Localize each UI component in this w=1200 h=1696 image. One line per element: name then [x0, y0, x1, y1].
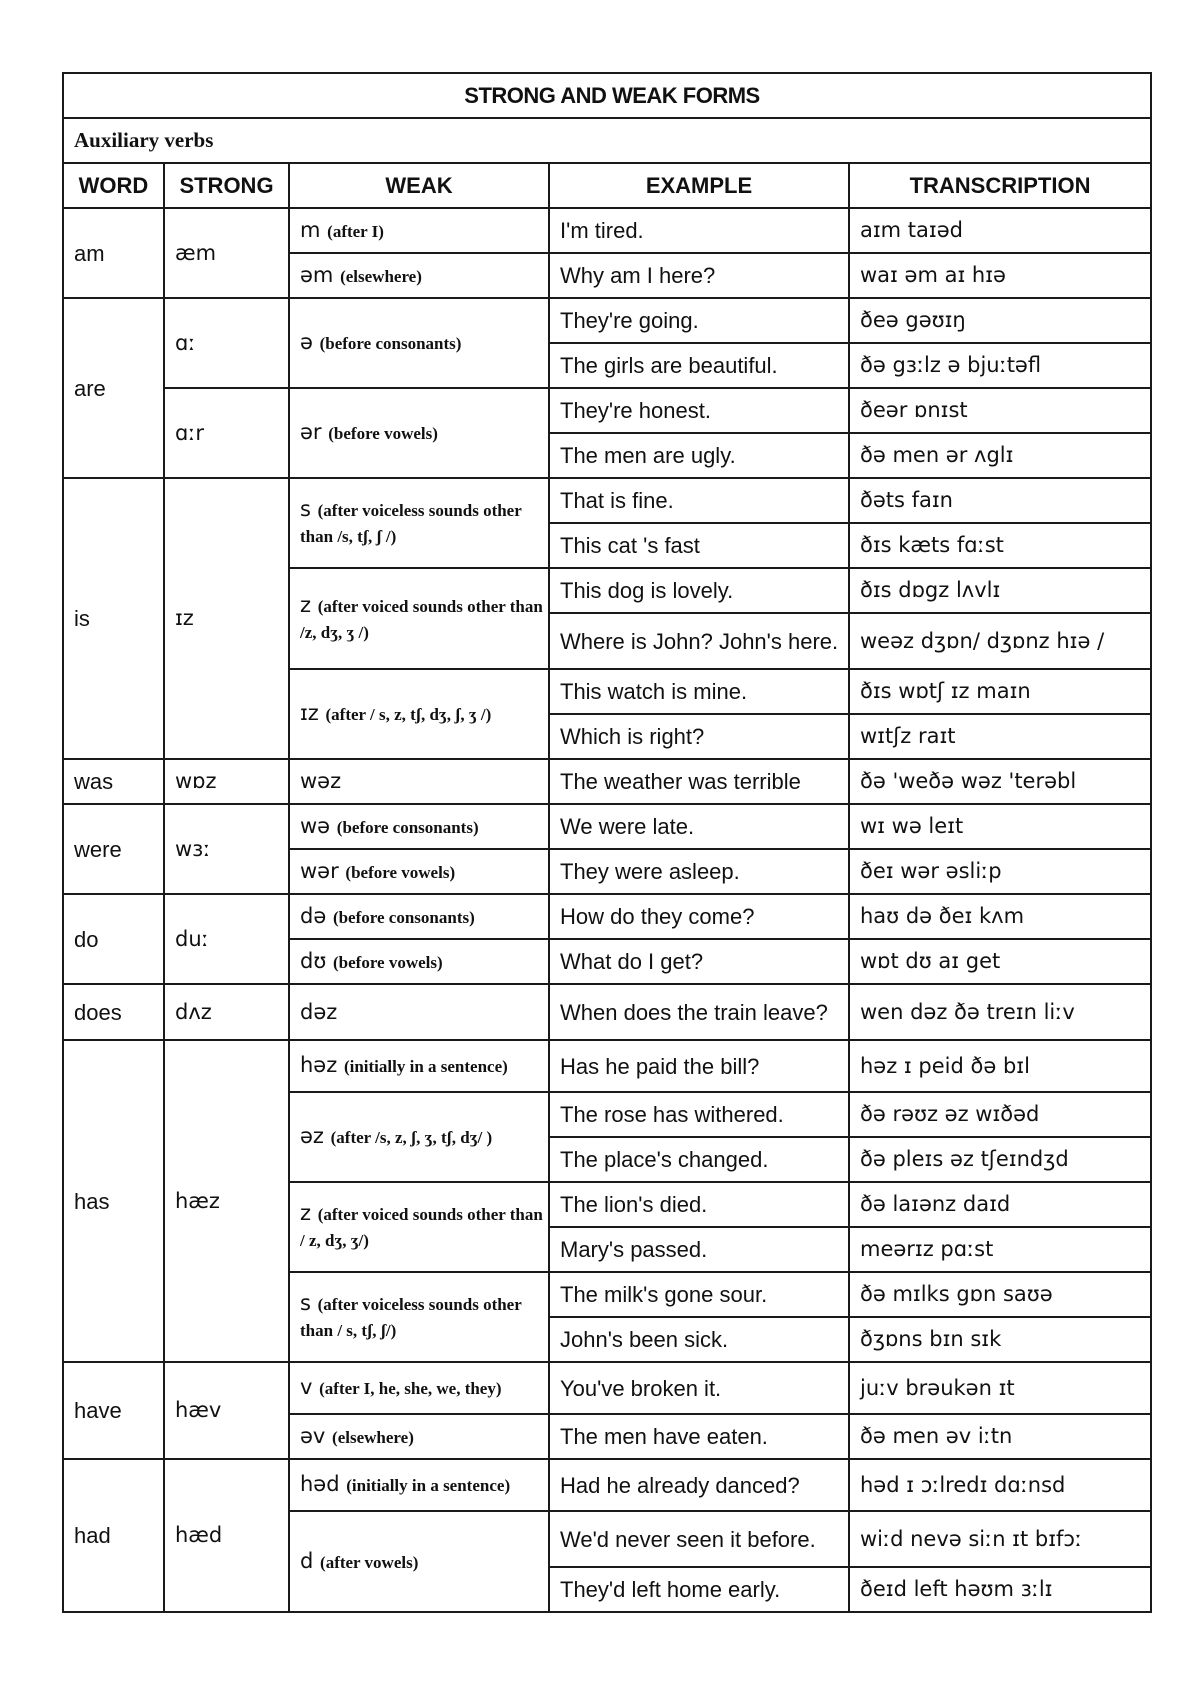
transcription-cell: wɪ wə leɪt	[849, 804, 1151, 849]
weak-form-cell	[289, 939, 549, 984]
weak-note: (after I)	[327, 221, 384, 241]
weak-form: ɪz	[300, 701, 319, 725]
example-cell: When does the train leave?	[549, 984, 849, 1040]
strong-form-cell: dʌz	[164, 984, 289, 1040]
weak-form: s	[300, 497, 311, 521]
weak-form-cell	[289, 1459, 549, 1511]
weak-form: z	[300, 1201, 312, 1225]
header-example: EXAMPLE	[549, 163, 849, 208]
example-cell: The lion's died.	[549, 1182, 849, 1227]
table-row	[63, 1040, 1151, 1092]
example-cell: Mary's passed.	[549, 1227, 849, 1272]
example-cell: John's been sick.	[549, 1317, 849, 1362]
table-title: STRONG AND WEAK FORMS	[63, 73, 1151, 118]
example-cell: They're going.	[549, 298, 849, 343]
example-cell: Had he already danced?	[549, 1459, 849, 1511]
transcription-cell: wiːd nevə siːn ɪt bɪfɔː	[849, 1511, 1151, 1567]
example-cell: I'm tired.	[549, 208, 849, 253]
weak-note: (after / s, z, tʃ, dʒ, ʃ, ʒ /)	[325, 705, 492, 724]
word-cell: are	[63, 298, 164, 478]
example-cell: That is fine.	[549, 478, 849, 523]
weak-form-cell	[289, 568, 549, 669]
weak-note: (initially in a sentence)	[346, 1476, 511, 1495]
table-row	[63, 894, 1151, 939]
example-cell: You've broken it.	[549, 1362, 849, 1414]
example-cell: They'd left home early.	[549, 1567, 849, 1612]
weak-form: ə	[300, 330, 313, 354]
transcription-cell: aɪm taɪəd	[849, 208, 1151, 253]
weak-note: (after voiceless sounds other than / s, tʃ, ʃ/)	[300, 1295, 522, 1340]
table-row	[63, 984, 1151, 1040]
transcription-cell: ðɪs dɒgz lʌvlɪ	[849, 568, 1151, 613]
weak-note: (after voiceless sounds other than /s, tʃ, ʃ /)	[300, 501, 522, 546]
weak-form-cell	[289, 1414, 549, 1459]
section-heading: Auxiliary verbs	[63, 118, 1151, 163]
transcription-cell: ðə 'weðə wəz 'terəbl	[849, 759, 1151, 804]
weak-form-cell	[289, 759, 549, 804]
example-cell: They're honest.	[549, 388, 849, 433]
weak-form-cell	[289, 388, 549, 478]
example-cell: Which is right?	[549, 714, 849, 759]
transcription-cell: wɒt dʊ aɪ get	[849, 939, 1151, 984]
transcription-cell: waɪ əm aɪ hɪə	[849, 253, 1151, 298]
weak-form: həd	[300, 1472, 340, 1496]
table-row	[63, 1459, 1151, 1511]
transcription-cell: ðeər ɒnɪst	[849, 388, 1151, 433]
weak-form: s	[300, 1291, 311, 1315]
transcription-cell: wen dəz ðə treɪn liːv	[849, 984, 1151, 1040]
weak-form: həz	[300, 1053, 338, 1077]
example-cell: This watch is mine.	[549, 669, 849, 714]
table-row	[63, 759, 1151, 804]
strong-form-cell: wɒz	[164, 759, 289, 804]
weak-note: (before consonants)	[319, 334, 462, 353]
weak-form: də	[300, 903, 327, 928]
example-cell: The men have eaten.	[549, 1414, 849, 1459]
weak-form: d	[300, 1548, 314, 1573]
strong-form-cell: duː	[164, 894, 289, 984]
weak-form: wəz	[300, 769, 342, 793]
weak-form-cell	[289, 478, 549, 568]
weak-note: (before consonants)	[336, 817, 479, 837]
weak-form: m	[300, 217, 321, 242]
transcription-cell: ðə mɪlks gɒn saʊə	[849, 1272, 1151, 1317]
transcription-cell: ðʒɒns bɪn sɪk	[849, 1317, 1151, 1362]
weak-form-cell	[289, 1362, 549, 1414]
transcription-cell: ðɪs wɒtʃ ɪz maɪn	[849, 669, 1151, 714]
weak-form-cell	[289, 804, 549, 849]
transcription-cell: weəz dʒɒn/ dʒɒnz hɪə /	[849, 613, 1151, 669]
transcription-cell: juːv brəukən ɪt	[849, 1362, 1151, 1414]
weak-note: (after voiced sounds other than / z, dʒ, ʒ/)	[300, 1205, 543, 1250]
transcription-cell: meərɪz pɑːst	[849, 1227, 1151, 1272]
weak-note: (after /s, z, ʃ, ʒ, tʃ, dʒ/ )	[330, 1128, 493, 1147]
word-cell: have	[63, 1362, 164, 1459]
strong-form-cell: wɜː	[164, 804, 289, 894]
strong-weak-forms-table	[62, 72, 1152, 1613]
weak-note: (before vowels)	[345, 862, 456, 882]
weak-form-cell	[289, 1511, 549, 1612]
weak-form: dʊ	[300, 948, 327, 973]
weak-form-cell	[289, 984, 549, 1040]
weak-form: wə	[300, 813, 331, 838]
table-row	[63, 388, 1151, 433]
example-cell: Why am I here?	[549, 253, 849, 298]
header-word: WORD	[63, 163, 164, 208]
example-cell: The place's changed.	[549, 1137, 849, 1182]
transcription-cell: ðeɪd left həʊm ɜːlɪ	[849, 1567, 1151, 1612]
weak-note: (after I, he, she, we, they)	[319, 1379, 502, 1398]
weak-note: (after vowels)	[320, 1552, 419, 1572]
transcription-cell: ðəts faɪn	[849, 478, 1151, 523]
weak-form-cell	[289, 669, 549, 759]
weak-form-cell	[289, 1040, 549, 1092]
example-cell: They were asleep.	[549, 849, 849, 894]
table-row	[63, 478, 1151, 523]
weak-form-cell	[289, 1092, 549, 1182]
word-cell: does	[63, 984, 164, 1040]
strong-form-cell: ɪz	[164, 478, 289, 759]
transcription-cell: ðə men əv iːtn	[849, 1414, 1151, 1459]
example-cell: The girls are beautiful.	[549, 343, 849, 388]
table-row	[63, 298, 1151, 343]
weak-form-cell	[289, 1182, 549, 1272]
transcription-cell: ðɪs kæts fɑːst	[849, 523, 1151, 568]
weak-note: (before consonants)	[332, 907, 475, 927]
strong-form-cell: hæz	[164, 1040, 289, 1362]
transcription-cell: ðeɪ wər əsliːp	[849, 849, 1151, 894]
weak-form: z	[300, 592, 312, 617]
example-cell: The milk's gone sour.	[549, 1272, 849, 1317]
weak-form-cell	[289, 849, 549, 894]
strong-form-cell: hæv	[164, 1362, 289, 1459]
strong-form-cell: hæd	[164, 1459, 289, 1612]
example-cell: We'd never seen it before.	[549, 1511, 849, 1567]
word-cell: was	[63, 759, 164, 804]
word-cell: am	[63, 208, 164, 298]
weak-form: v	[300, 1375, 313, 1399]
strong-form-cell: æm	[164, 208, 289, 298]
weak-form: wər	[300, 858, 339, 883]
example-cell: We were late.	[549, 804, 849, 849]
example-cell: This cat 's fast	[549, 523, 849, 568]
weak-form: əm	[300, 262, 334, 287]
transcription-cell: ðə gɜːlz ə bjuːtəfl	[849, 343, 1151, 388]
table-row	[63, 208, 1151, 253]
example-cell: How do they come?	[549, 894, 849, 939]
transcription-cell: ðə rəʊz əz wɪðəd	[849, 1092, 1151, 1137]
weak-note: (initially in a sentence)	[343, 1057, 508, 1076]
weak-form-cell	[289, 1272, 549, 1362]
weak-form: ər	[300, 420, 322, 444]
weak-form-cell	[289, 894, 549, 939]
weak-form: dəz	[300, 999, 338, 1024]
transcription-cell: ðə men ər ʌglɪ	[849, 433, 1151, 478]
strong-form-cell: ɑː	[164, 298, 289, 388]
weak-form-cell	[289, 208, 549, 253]
strong-form-cell: ɑːr	[164, 388, 289, 478]
weak-form: əz	[300, 1124, 324, 1148]
weak-form-cell	[289, 253, 549, 298]
word-cell: do	[63, 894, 164, 984]
transcription-cell: ðeə gəʊɪŋ	[849, 298, 1151, 343]
table-row	[63, 804, 1151, 849]
transcription-cell: həd ɪ ɔːlredɪ dɑːnsd	[849, 1459, 1151, 1511]
weak-note: (before vowels)	[328, 424, 438, 443]
transcription-cell: ðə pleɪs əz tʃeɪndʒd	[849, 1137, 1151, 1182]
word-cell: is	[63, 478, 164, 759]
header-strong: STRONG	[164, 163, 289, 208]
weak-form: əv	[300, 1423, 326, 1448]
header-transcription: TRANSCRIPTION	[849, 163, 1151, 208]
header-row	[63, 163, 1151, 208]
word-cell: were	[63, 804, 164, 894]
weak-form-cell	[289, 298, 549, 388]
weak-note: (after voiced sounds other than /z, dʒ, ʒ /)	[300, 596, 543, 642]
example-cell: Has he paid the bill?	[549, 1040, 849, 1092]
transcription-cell: ðə laɪənz daɪd	[849, 1182, 1151, 1227]
weak-note: (elsewhere)	[340, 266, 422, 286]
example-cell: Where is John? John's here.	[549, 613, 849, 669]
table-row	[63, 1362, 1151, 1414]
example-cell: The weather was terrible	[549, 759, 849, 804]
weak-note: (before vowels)	[333, 952, 443, 972]
transcription-cell: wɪtʃz raɪt	[849, 714, 1151, 759]
transcription-cell: həz ɪ peid ðə bɪl	[849, 1040, 1151, 1092]
word-cell: had	[63, 1459, 164, 1612]
header-weak: WEAK	[289, 163, 549, 208]
example-cell: The men are ugly.	[549, 433, 849, 478]
example-cell: What do I get?	[549, 939, 849, 984]
word-cell: has	[63, 1040, 164, 1362]
transcription-cell: haʊ də ðeɪ kʌm	[849, 894, 1151, 939]
weak-note: (elsewhere)	[332, 1427, 414, 1447]
example-cell: The rose has withered.	[549, 1092, 849, 1137]
example-cell: This dog is lovely.	[549, 568, 849, 613]
